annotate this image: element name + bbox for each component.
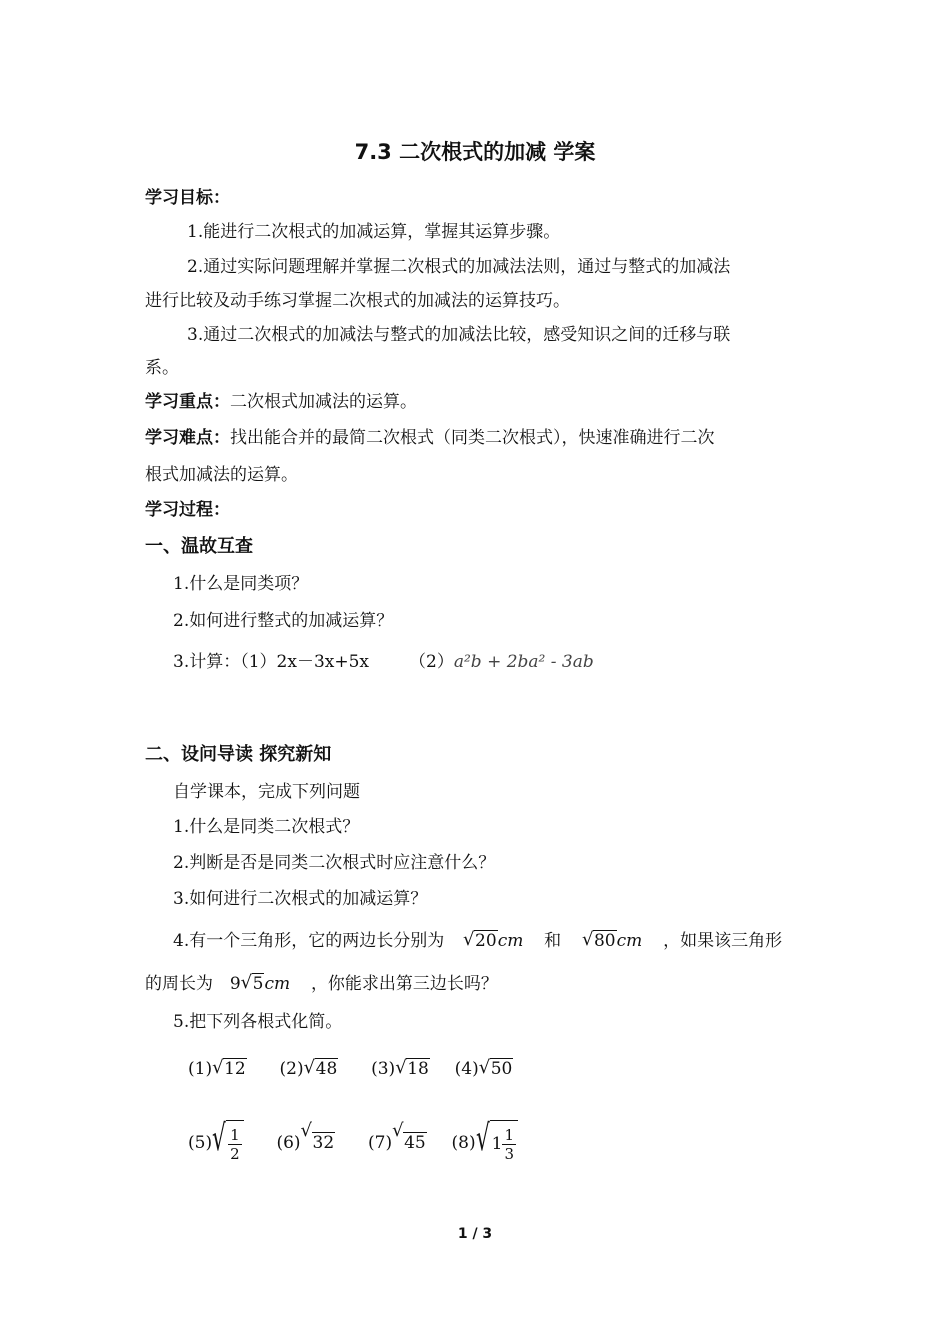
simplify-item-6: (6) √ 32 bbox=[276, 1120, 335, 1153]
radical-20: √ 20 bbox=[463, 929, 497, 951]
section-1-heading: 一、温故互查 bbox=[145, 536, 253, 557]
objective-2-cont: 进行比较及动手练习掌握二次根式的加减法的运算技巧。 bbox=[145, 291, 570, 311]
q3-expression-1: 2x－3x+5x bbox=[276, 652, 370, 672]
q4-text-c: 的周长为 bbox=[145, 974, 213, 994]
radical-5: √ 5 bbox=[240, 972, 264, 994]
simplify-item-1: (1) √ 12 bbox=[188, 1057, 246, 1079]
section-2-q4 bbox=[173, 929, 782, 953]
simplify-row-2 bbox=[188, 1120, 518, 1167]
section-2-q1: 1.什么是同类二次根式？ bbox=[173, 817, 360, 837]
simplify-item-5: (5) √ $\frac{1}{2}$ bbox=[188, 1133, 244, 1153]
q4-text-a: 4.有一个三角形，它的两边长分别为 bbox=[173, 931, 445, 951]
q4-text-b: ，如果该三角形 bbox=[663, 931, 783, 951]
section-2-q2: 2.判断是否是同类二次根式时应注意什么？ bbox=[173, 853, 496, 873]
section-1-q1: 1.什么是同类项？ bbox=[173, 574, 309, 594]
page-number: 1 / 3 bbox=[457, 1226, 493, 1242]
objectives-label: 学习目标： bbox=[145, 188, 230, 208]
simplify-item-3: (3) √ 18 bbox=[371, 1057, 429, 1079]
section-2-q3: 3.如何进行二次根式的加减运算？ bbox=[173, 889, 428, 909]
section-2-intro: 自学课本，完成下列问题 bbox=[173, 782, 360, 802]
page-title: 7.3 二次根式的加减 学案 bbox=[354, 140, 596, 164]
simplify-item-7: (7) √ 45 bbox=[368, 1120, 426, 1153]
difficulty-label: 学习难点： bbox=[145, 428, 230, 448]
simplify-item-2: (2) √ 48 bbox=[279, 1057, 338, 1079]
q4-text-d: ，你能求出第三边长吗？ bbox=[310, 974, 498, 994]
section-1-q2: 2.如何进行整式的加减运算？ bbox=[173, 611, 394, 631]
simplify-row-1 bbox=[188, 1057, 513, 1081]
q3-expression-2: a²b + 2ba² - 3ab bbox=[453, 652, 594, 672]
section-2-q5: 5.把下列各根式化简。 bbox=[173, 1012, 343, 1032]
objective-3: 3.通过二次根式的加减法与整式的加减法比较，感受知识之间的迁移与联 bbox=[187, 325, 731, 345]
key-point-label: 学习重点： bbox=[145, 392, 230, 412]
q3-part-2: （2） bbox=[409, 652, 454, 672]
radical-80: √ 80 bbox=[581, 929, 616, 951]
objective-1: 1.能进行二次根式的加减运算，掌握其运算步骤。 bbox=[187, 222, 561, 242]
key-point bbox=[145, 390, 417, 414]
simplify-item-8: (8) √ 1 $\frac{1}{3}$ bbox=[452, 1133, 518, 1153]
q3-prefix: 3.计算：（1） bbox=[173, 652, 277, 672]
objective-3-cont: 系。 bbox=[145, 358, 179, 378]
section-1-q3 bbox=[173, 650, 594, 674]
objective-2: 2.通过实际问题理解并掌握二次根式的加减法法则，通过与整式的加减法 bbox=[187, 257, 731, 277]
difficulty-text-1: 找出能合并的最简二次根式（同类二次根式），快速准确进行二次 bbox=[230, 428, 715, 448]
key-point-text: 二次根式加减法的运算。 bbox=[230, 392, 417, 412]
perimeter-coefficient: 9 bbox=[229, 974, 241, 994]
q4-and: 和 bbox=[544, 931, 562, 951]
section-2-q4-cont bbox=[145, 972, 498, 996]
section-2-heading: 二、设问导读 探究新知 bbox=[145, 744, 332, 765]
process-label: 学习过程： bbox=[145, 500, 230, 520]
unit-cm-1: cm bbox=[497, 931, 524, 951]
unit-cm-3: cm bbox=[264, 974, 291, 994]
simplify-item-4: (4) √ 50 bbox=[454, 1057, 513, 1079]
difficulty-text-2: 根式加减法的运算。 bbox=[145, 465, 298, 485]
unit-cm-2: cm bbox=[616, 931, 643, 951]
difficulty bbox=[145, 426, 715, 450]
